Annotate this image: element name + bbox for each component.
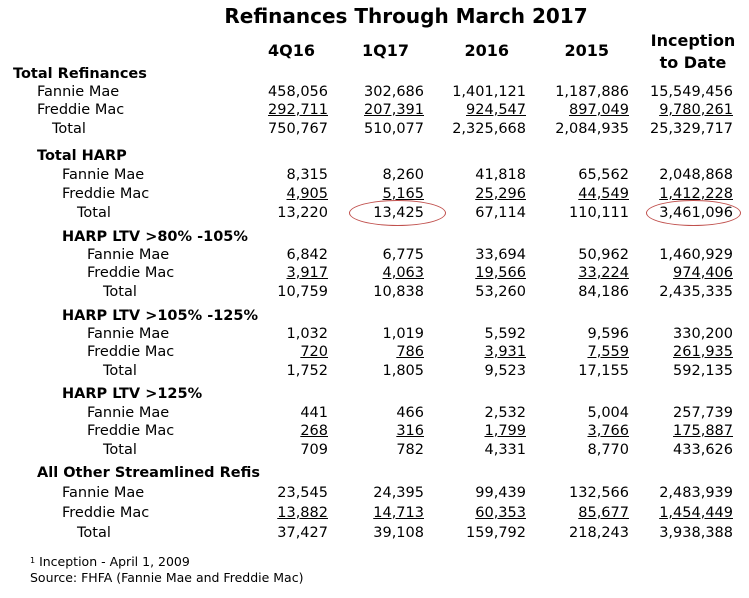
cell: 330,200 [673,326,733,342]
cell: 207,391 [364,102,424,118]
cell: 3,461,096 [659,205,733,221]
cell: 974,406 [673,265,733,281]
cell: 25,329,717 [649,121,733,137]
cell: 23,545 [277,485,328,501]
cell: 15,549,456 [649,84,733,100]
table-row [0,484,749,502]
cell: 1,752 [286,363,328,379]
section-heading-harp-ltv-105-125: HARP LTV >105% -125% [62,308,259,324]
cell: 897,049 [569,102,629,118]
row-label: Freddie Mac [62,505,150,521]
cell: 4,331 [484,442,526,458]
cell: 3,766 [587,423,629,439]
col-header-1q17: 1Q17 [362,41,409,60]
highlight-ellipse-inception-total-harp [646,200,741,226]
cell: 5,592 [484,326,526,342]
cell: 14,713 [373,505,424,521]
cell: 39,108 [373,525,424,541]
cell: 592,135 [673,363,733,379]
cell: 2,325,668 [452,121,526,137]
table-row [0,246,749,264]
cell: 37,427 [277,525,328,541]
row-label: Total [77,525,111,541]
cell: 750,767 [268,121,328,137]
cell: 159,792 [466,525,526,541]
cell: 44,549 [578,186,629,202]
table-row-total [0,441,749,459]
cell: 13,882 [277,505,328,521]
cell: 41,818 [475,167,526,183]
col-header-inception: Inception [650,31,736,50]
page-title: Refinances Through March 2017 [224,4,588,28]
table-row [0,185,749,203]
cell: 1,412,228 [659,186,733,202]
cell: 257,739 [673,405,733,421]
cell: 99,439 [475,485,526,501]
cell: 17,155 [578,363,629,379]
cell: 924,547 [466,102,526,118]
cell: 50,962 [578,247,629,263]
cell: 175,887 [673,423,733,439]
cell: 10,838 [373,284,424,300]
row-label: Total [103,442,137,458]
cell: 10,759 [277,284,328,300]
footnote-marker: 1 [30,556,36,565]
cell: 292,711 [268,102,328,118]
cell: 3,931 [484,344,526,360]
row-label: Fannie Mae [62,167,145,183]
row-label: Fannie Mae [87,405,170,421]
row-label: Fannie Mae [37,84,120,100]
cell: 458,056 [268,84,328,100]
cell: 84,186 [578,284,629,300]
table-row-total [0,283,749,301]
row-label: Freddie Mac [62,186,150,202]
cell: 466 [396,405,424,421]
row-label: Freddie Mac [87,423,175,439]
section-heading-total-harp: Total HARP [37,148,127,164]
cell: 8,315 [286,167,328,183]
cell: 25,296 [475,186,526,202]
section-heading-other-streamlined: All Other Streamlined Refis [37,465,260,481]
section-heading-total-refinances: Total Refinances [13,66,147,82]
cell: 720 [300,344,328,360]
row-label: Freddie Mac [37,102,125,118]
col-header-2015: 2015 [564,41,609,60]
cell: 24,395 [373,485,424,501]
cell: 13,220 [277,205,328,221]
cell: 7,559 [587,344,629,360]
cell: 433,626 [673,442,733,458]
cell: 1,032 [286,326,328,342]
footnote-inception-text: Inception - April 1, 2009 [35,554,190,569]
section-heading-harp-ltv-125: HARP LTV >125% [62,386,203,402]
cell: 2,532 [484,405,526,421]
cell: 2,435,335 [659,284,733,300]
cell: 132,566 [569,485,629,501]
table-row [0,404,749,422]
table-row [0,101,749,119]
cell: 2,483,939 [659,485,733,501]
col-header-4q16: 4Q16 [268,41,315,60]
table-row [0,264,749,282]
table-row [0,166,749,184]
row-label: Fannie Mae [87,326,170,342]
table-row [0,83,749,101]
cell: 1,460,929 [659,247,733,263]
cell: 6,775 [382,247,424,263]
row-label: Total [52,121,86,137]
cell: 1,454,449 [659,505,733,521]
cell: 60,353 [475,505,526,521]
cell: 2,084,935 [555,121,629,137]
cell: 9,596 [587,326,629,342]
cell: 53,260 [475,284,526,300]
cell: 5,004 [587,405,629,421]
row-label: Total [77,205,111,221]
table-row [0,343,749,361]
cell: 4,063 [382,265,424,281]
row-label: Fannie Mae [87,247,170,263]
cell: 5,165 [382,186,424,202]
table-row [0,504,749,522]
cell: 3,938,388 [659,525,733,541]
cell: 1,805 [382,363,424,379]
cell: 441 [300,405,328,421]
cell: 9,523 [484,363,526,379]
cell: 782 [396,442,424,458]
cell: 218,243 [569,525,629,541]
row-label: Freddie Mac [87,265,175,281]
row-label: Freddie Mac [87,344,175,360]
cell: 709 [300,442,328,458]
cell: 67,114 [475,205,526,221]
cell: 65,562 [578,167,629,183]
row-label: Fannie Mae [62,485,145,501]
col-header-2016: 2016 [464,41,509,60]
footnote-inception [30,554,190,570]
cell: 1,401,121 [452,84,526,100]
table-row-total [0,524,749,542]
cell: 33,224 [578,265,629,281]
cell: 2,048,868 [659,167,733,183]
cell: 8,770 [587,442,629,458]
table-row [0,325,749,343]
cell: 6,842 [286,247,328,263]
cell: 261,935 [673,344,733,360]
cell: 19,566 [475,265,526,281]
table-row-total [0,362,749,380]
cell: 13,425 [373,205,424,221]
cell: 316 [396,423,424,439]
col-header-to-date: to Date [659,53,727,72]
cell: 110,111 [569,205,629,221]
footnote-source: Source: FHFA (Fannie Mae and Freddie Mac) [30,570,304,585]
cell: 33,694 [475,247,526,263]
highlight-ellipse-1q17-total-harp [349,200,446,226]
cell: 1,187,886 [555,84,629,100]
col-header-inception-to-date [643,30,743,74]
cell: 268 [300,423,328,439]
cell: 1,019 [382,326,424,342]
section-heading-harp-ltv-80-105: HARP LTV >80% -105% [62,229,248,245]
cell: 510,077 [364,121,424,137]
row-label: Total [103,363,137,379]
cell: 9,780,261 [659,102,733,118]
table-row [0,422,749,440]
cell: 302,686 [364,84,424,100]
row-label: Total [103,284,137,300]
cell: 786 [396,344,424,360]
cell: 8,260 [382,167,424,183]
cell: 85,677 [578,505,629,521]
cell: 4,905 [286,186,328,202]
table-row-total [0,120,749,138]
cell: 1,799 [484,423,526,439]
cell: 3,917 [286,265,328,281]
